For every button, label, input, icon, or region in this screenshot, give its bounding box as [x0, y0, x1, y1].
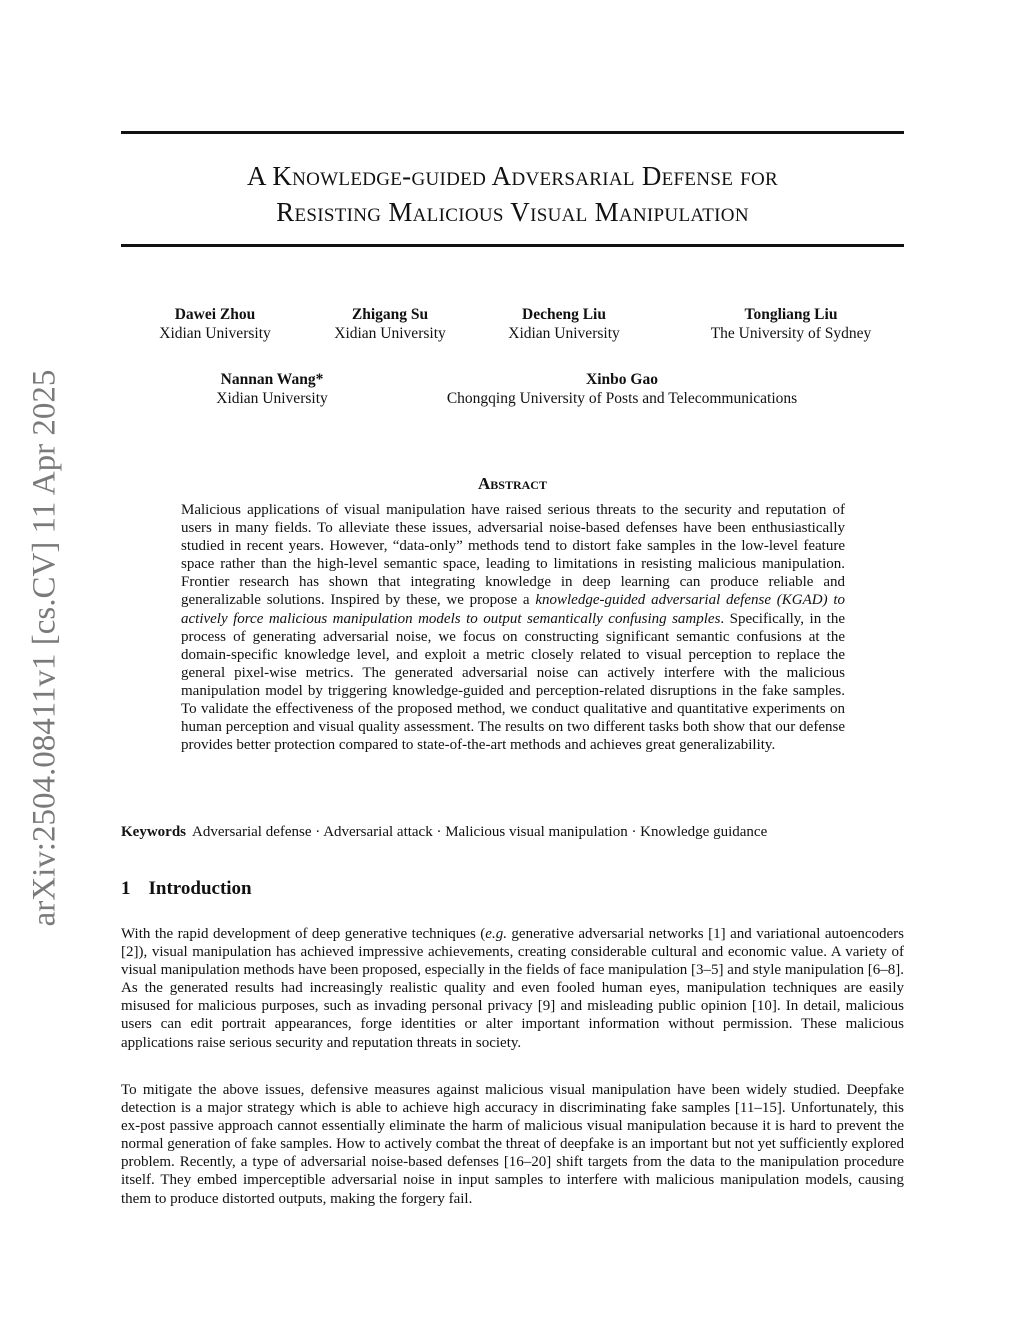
abstract-body — [181, 501, 845, 754]
introduction-paragraph-1 — [121, 925, 904, 1052]
abstract-text-continued: . Specifically, in the process of generating adversarial noise, we focus on constructing significant semantic confusions at the domain-specific knowledge level, and exploit a metric closely related to visual perception to replace the general pixel-wise metrics. The generated adversarial noise can actively interfere with the malicious manipulation model by triggering knowledge-guided and perception-related disruptions in the fake samples. To validate the effectiveness of the proposed method, we conduct qualitative and quantitative experiments on human perception and visual quality assessment. The results on two different tasks both show that our defense provides better protection compared to state-of-the-art methods and achieves great generalizability. — [181, 610, 845, 754]
author-name: Zhigang Su — [351, 306, 429, 323]
author-block — [315, 305, 465, 343]
arxiv-identifier-stamp: arXiv:2504.08411v1 [cs.CV] 11 Apr 2025 — [26, 369, 63, 927]
introduction-paragraph-2: To mitigate the above issues, defensive measures against malicious visual manipulation have been widely studied. Deepfake detection is a major strategy which is able to achieve high accuracy in discriminating fake samples [11–15]. Unfortunately, this ex-post passive approach cannot essentially eliminate the harm of malicious visual manipulation because it is hard to prevent the normal generation of fake samples. How to actively combat the threat of deepfake is an important but not yet sufficiently explored problem. Recently, a type of adversarial noise-based defenses [16–20] shift targets from the data to the manipulation procedure itself. They embed imperceptible adversarial noise in input samples to interfere with malicious manipulation models, causing them to produce distorted outputs, making the forgery fail. — [121, 1082, 904, 1207]
author-name: Nannan Wang* — [220, 371, 324, 388]
title-top-rule — [121, 131, 904, 134]
author-affiliation: Chongqing University of Posts and Telecommunications — [446, 390, 798, 407]
author-name: Tongliang Liu — [744, 306, 838, 323]
keywords-line — [121, 823, 904, 841]
author-name: Decheng Liu — [522, 306, 606, 323]
author-name: Xinbo Gao — [586, 371, 658, 388]
title-bottom-rule — [121, 244, 904, 247]
paper-title-line-2: Resisting Malicious Visual Manipulation — [276, 197, 749, 227]
author-affiliation: Xidian University — [159, 325, 271, 342]
abstract-italic-text: knowledge-guided adversarial defense (KGAD) to actively force malicious manipulation models to output semantically confusing samples — [181, 592, 845, 627]
author-block — [412, 370, 832, 408]
author-affiliation: Xidian University — [334, 325, 446, 342]
abstract-text: Malicious applications of visual manipulation have raised serious threats to the security and reputation of users in many fields. To alleviate these issues, adversarial noise-based defenses have been enthusiastically studied in recent years. However, “data-only” methods tend to distort fake samples in the low-level feature space rather than the high-level semantic space, leading to limitations in resisting malicious manipulation. Frontier research has shown that integrating knowledge in deep learning can produce reliable and generalizable solutions. Inspired by these, we propose a — [181, 502, 845, 609]
section-number: 1 — [121, 878, 131, 899]
author-affiliation: The University of Sydney — [710, 325, 872, 342]
author-block — [140, 305, 290, 343]
section-title: Introduction — [148, 878, 252, 899]
author-name: Dawei Zhou — [174, 306, 256, 323]
author-block — [690, 305, 892, 343]
paper-title-line-1: A Knowledge-guided Adversarial Defense for — [246, 161, 779, 191]
keywords-text: Adversarial defense · Adversarial attack · Malicious visual manipulation · Knowledge guidance — [192, 824, 768, 840]
abstract-heading: Abstract — [478, 474, 547, 493]
paper-title — [121, 158, 904, 230]
author-affiliation: Xidian University — [216, 390, 328, 407]
section-heading — [121, 878, 252, 900]
keywords-label: Keywords — [121, 824, 186, 840]
author-block — [197, 370, 347, 408]
paragraph-text-continued: generative adversarial networks [1] and variational autoencoders [2]), visual manipulation has achieved impressive achievements, creating considerable cultural and economic value. A variety of visual manipulation methods have been proposed, especially in the fields of face manipulation [3–5] and style manipulation [6–8]. As the generated results had increasingly realistic quality and even fooled human eyes, manipulation techniques are easily misused for malicious purposes, such as invading personal privacy [9] and misleading public opinion [10]. In detail, malicious users can edit portrait appearances, forge identities or alter important information without permission. These malicious applications raise serious security and reputation threats in society. — [121, 926, 904, 1051]
author-affiliation: Xidian University — [508, 325, 620, 342]
paragraph-text: With the rapid development of deep generative techniques ( — [121, 926, 486, 942]
author-block — [489, 305, 639, 343]
paragraph-italic-text: e.g. — [485, 926, 507, 942]
